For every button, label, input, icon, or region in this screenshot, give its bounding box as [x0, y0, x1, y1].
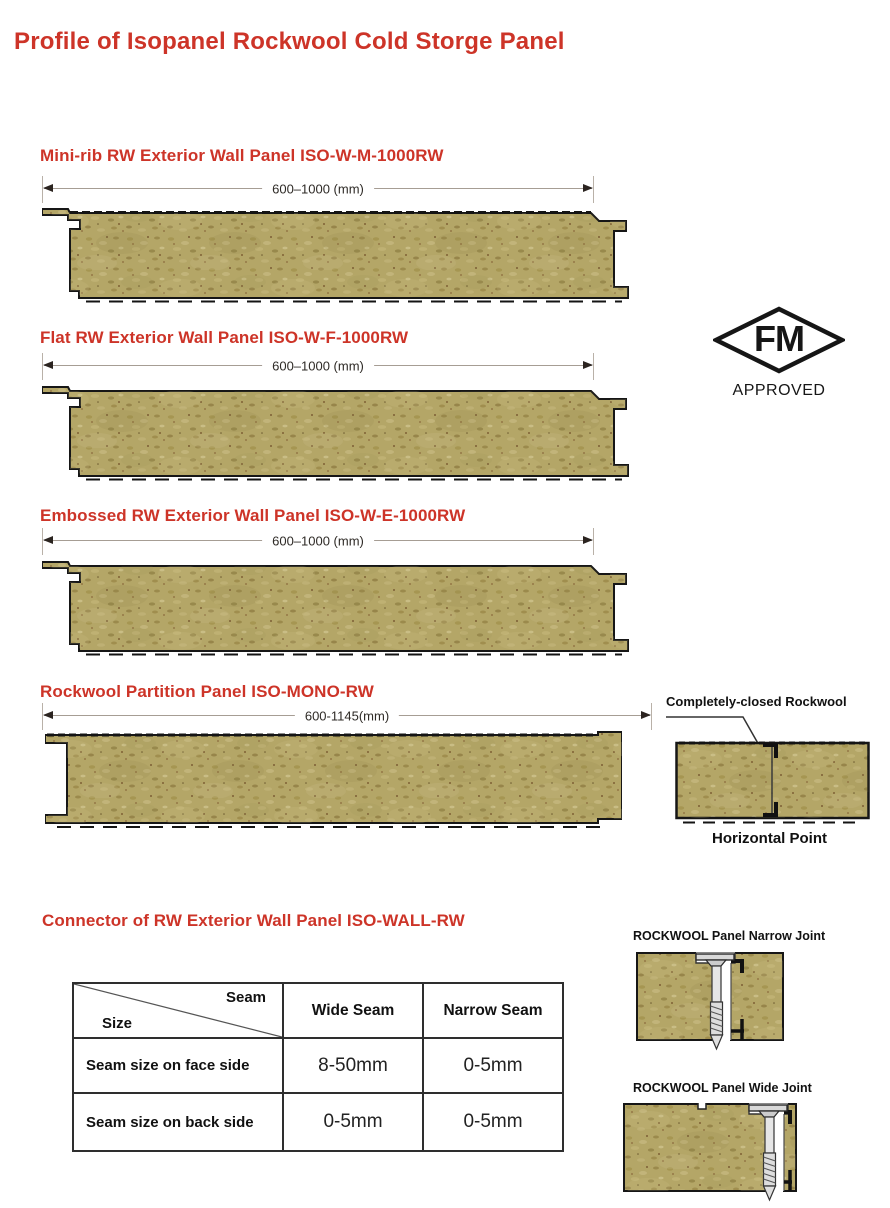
horizontal-point-caption: Horizontal Point [712, 830, 827, 847]
dimension-label: 600–1000 (mm) [262, 358, 374, 373]
section-heading-connector: Connector of RW Exterior Wall Panel ISO-WALL-RW [42, 911, 465, 930]
dimension-arrow-right-icon [583, 361, 593, 369]
value-back-narrow: 0-5mm [463, 1111, 523, 1132]
dimension-label: 600–1000 (mm) [262, 181, 374, 196]
section-heading-embossed: Embossed RW Exterior Wall Panel ISO-W-E-1000RW [40, 506, 466, 525]
dimension-tick-right [651, 703, 652, 730]
dimension-arrow-right-icon [641, 711, 651, 719]
seam-table [72, 982, 564, 1152]
value-face-narrow: 0-5mm [424, 1039, 562, 1094]
corner-seam-label: Seam [225, 989, 266, 1006]
narrow-joint-label: ROCKWOOL Panel Narrow Joint [633, 929, 826, 943]
table-corner-cell [74, 984, 284, 1039]
wide-joint-label: ROCKWOOL Panel Wide Joint [633, 1081, 812, 1095]
screw-shaft [765, 1117, 774, 1153]
dimension-arrow-left-icon [43, 536, 53, 544]
dimension-arrow-left-icon [43, 184, 53, 192]
column-header-wide-seam: Wide Seam [284, 984, 424, 1039]
panel-drawing-flat [42, 381, 635, 481]
dimension-embossed [42, 528, 594, 554]
wide-joint-drawing [623, 1102, 797, 1206]
page-title: Profile of Isopanel Rockwool Cold Storge Panel [14, 28, 565, 55]
value-back-wide: 0-5mm [284, 1094, 424, 1150]
panel-drawing-embossed [42, 556, 635, 656]
dimension-label: 600-1145(mm) [295, 708, 399, 723]
dimension-arrow-left-icon [43, 361, 53, 369]
callout-completely-closed: Completely-closed Rockwool [666, 694, 847, 709]
fm-initials: FM [754, 318, 804, 359]
dimension-minirib [42, 176, 594, 202]
fm-caption: APPROVED [732, 382, 826, 399]
dimension-partition [42, 703, 652, 729]
screw-head [749, 1105, 787, 1111]
corner-size-label: Size [102, 1015, 133, 1032]
value-face-wide: 8-50mm [284, 1039, 424, 1094]
section-heading-minirib: Mini-rib RW Exterior Wall Panel ISO-W-M-1000RW [40, 146, 444, 165]
dimension-tick-right [593, 176, 594, 203]
top-notch [698, 1103, 706, 1110]
narrow-joint-drawing [636, 951, 784, 1053]
row-label-back-side: Seam size on back side [74, 1094, 284, 1150]
horizontal-point-drawing [675, 741, 870, 829]
row-label-face-side: Seam size on face side [74, 1039, 284, 1094]
section-heading-flat: Flat RW Exterior Wall Panel ISO-W-F-1000RW [40, 328, 409, 347]
dimension-tick-right [593, 353, 594, 380]
dimension-arrow-left-icon [43, 711, 53, 719]
dimension-label: 600–1000 (mm) [262, 533, 374, 548]
section-heading-partition: Rockwool Partition Panel ISO-MONO-RW [40, 682, 374, 701]
column-header-narrow-seam: Narrow Seam [424, 984, 562, 1039]
panel-drawing-partition [45, 731, 622, 831]
screw-shaft [712, 966, 721, 1002]
panel-drawing-minirib [42, 203, 635, 303]
dimension-arrow-right-icon [583, 536, 593, 544]
dimension-tick-right [593, 528, 594, 555]
fm-approved-badge [713, 306, 845, 400]
screw-head [696, 954, 734, 960]
dimension-arrow-right-icon [583, 184, 593, 192]
dimension-flat [42, 353, 594, 379]
